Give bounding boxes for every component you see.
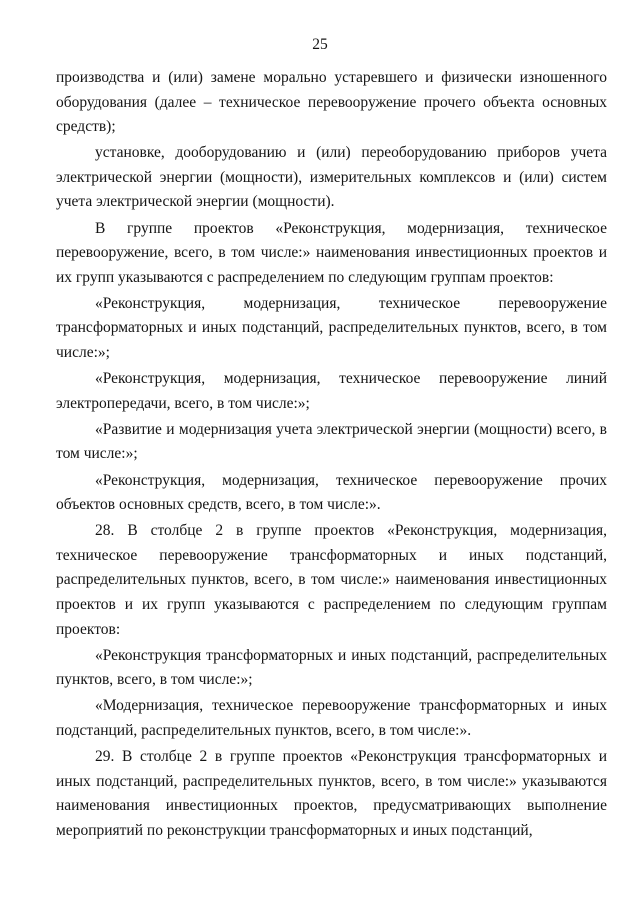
page-number: 25 [312, 36, 328, 53]
paragraph-8-item-28: 28. В столбце 2 в группе проектов «Реконструкция, модернизация, техническое перевооружение трансформаторных и иных подстанций, распределительных пунктов, всего, в том числе:» наименования инвестиционных проектов и их групп указываются с распределением по следующим группам проектов: [56, 522, 607, 638]
paragraph-5: «Реконструкция, модернизация, техническое перевооружение линий электропередачи, всего, в том числе:»; [56, 370, 607, 412]
paragraph-9: «Реконструкция трансформаторных и иных подстанций, распределительных пунктов, всего, в том числе:»; [56, 646, 607, 689]
document-body [56, 66, 607, 843]
paragraph-6: «Развитие и модернизация учета электрической энергии (мощности) всего, в том числе:»; [56, 420, 607, 463]
paragraph-11-item-29: 29. В столбце 2 в группе проектов «Реконструкция трансформаторных и иных подстанций, распределительных пунктов, всего, в том числе:» указываются наименования инвестиционных проектов, предусматривающих выполнение мероприятий по реконструкции трансформаторных и иных подстанций, [56, 748, 607, 839]
paragraph-10: «Модернизация, техническое перевооружение трансформаторных и иных подстанций, распределительных пунктов, всего, в том числе:». [56, 697, 607, 739]
paragraph-2: установке, дооборудованию и (или) переоборудованию приборов учета электрической энергии (мощности), измерительных комплексов и (или) систем учета электрической энергии (мощности). [56, 144, 607, 211]
paragraph-3: В группе проектов «Реконструкция, модернизация, техническое перевооружение, всего, в том числе:» наименования инвестиционных проектов и их групп указываются с распределением по следующим группам проектов: [56, 219, 607, 286]
paragraph-4: «Реконструкция, модернизация, техническое перевооружение трансформаторных и иных подстанций, распределительных пунктов, всего, в том числе:»; [56, 294, 607, 362]
paragraph-1: производства и (или) замене морально устаревшего и физически изношенного оборудования (далее – техническое перевооружение прочего объекта основных средств); [56, 69, 607, 136]
paragraph-7: «Реконструкция, модернизация, техническое перевооружение прочих объектов основных средств, всего, в том числе:». [56, 471, 607, 514]
